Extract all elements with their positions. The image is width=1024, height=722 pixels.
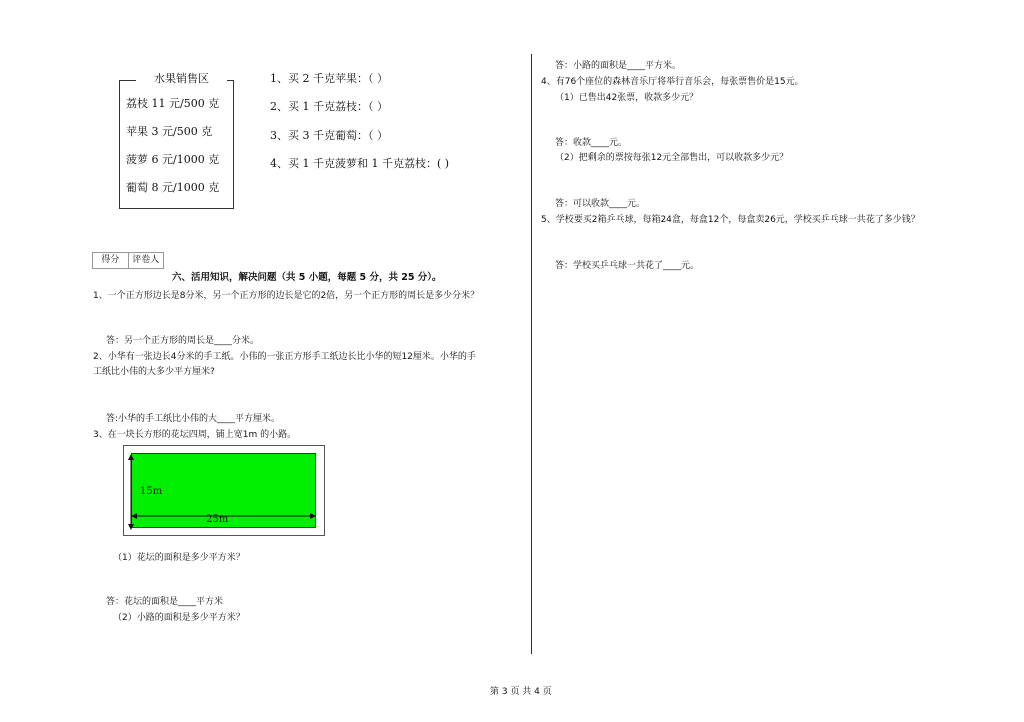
question-2-line-2: 工纸比小伟的大多少平方厘米?: [93, 367, 215, 377]
grader-label: 评卷人: [132, 255, 160, 265]
width-label: 25m: [206, 514, 229, 525]
question-4: 4、有76个座位的森林音乐厅将举行音乐会，每张票售价是15元。: [541, 77, 804, 87]
answer-3-2: 答：小路的面积是____平方米。: [555, 61, 682, 71]
score-label: 得分: [93, 253, 129, 268]
question-4-2: （2）把剩余的票按每张12元全部售出，可以收款多少元？: [555, 153, 789, 163]
score-box: [92, 252, 164, 269]
fruit-item-grape: 葡萄 8 元/1000 克: [126, 181, 220, 194]
buy-question-2: 2、买 1 千克荔枝：（ ）: [270, 100, 388, 113]
column-divider: [531, 54, 532, 654]
question-5: 5、学校要买2箱乒乓球，每箱24盒，每盒12个，每盒卖26元，学校买乒乓球一共花了多少钱？: [541, 215, 920, 225]
fruit-item-apple: 苹果 3 元/500 克: [126, 125, 213, 138]
fruit-item-pineapple: 菠萝 6 元/1000 克: [126, 153, 220, 166]
buy-question-1: 1、买 2 千克苹果：（ ）: [270, 72, 388, 85]
height-label: 15m: [140, 486, 163, 497]
question-4-1: （1）已售出42张票，收款多少元？: [555, 93, 699, 103]
answer-3-1: 答：花坛的面积是____平方米: [106, 597, 224, 607]
question-3-2: （2）小路的面积是多少平方米？: [113, 613, 245, 623]
question-3-1: （1）花坛的面积是多少平方米？: [113, 553, 245, 563]
answer-1: 答：另一个正方形的周长是____分米。: [106, 336, 260, 346]
question-3: 3、在一块长方形的花坛四周，铺上宽1m 的小路。: [93, 430, 297, 440]
answer-4-1: 答：收款____元。: [555, 138, 628, 148]
fruit-area-title: 水果销售区: [136, 70, 227, 86]
answer-5: 答：学校买乒乓球一共花了____元。: [555, 261, 700, 271]
answer-2: 答:小华的手工纸比小伟的大____平方厘米。: [106, 414, 281, 424]
fruit-item-lychee: 荔枝 11 元/500 克: [126, 97, 220, 110]
buy-question-4: 4、买 1 千克菠萝和 1 千克荔枝：( ): [270, 157, 450, 170]
question-1: 1、一个正方形边长是8分米，另一个正方形的边长是它的2倍，另一个正方形的周长是多少分米？: [93, 291, 480, 301]
page-number: 第 3 页 共 4 页: [490, 687, 552, 697]
answer-4-2: 答：可以收款____元。: [555, 199, 646, 209]
question-2-line-1: 2、小华有一张边长4分米的手工纸。小伟的一张正方形手工纸边长比小华的短12厘米。小华的手: [93, 352, 476, 362]
section-title: 六、活用知识，解决问题（共 5 小题，每题 5 分，共 25 分）。: [172, 272, 442, 283]
buy-question-3: 3、买 3 千克葡萄：（ ）: [270, 129, 388, 142]
